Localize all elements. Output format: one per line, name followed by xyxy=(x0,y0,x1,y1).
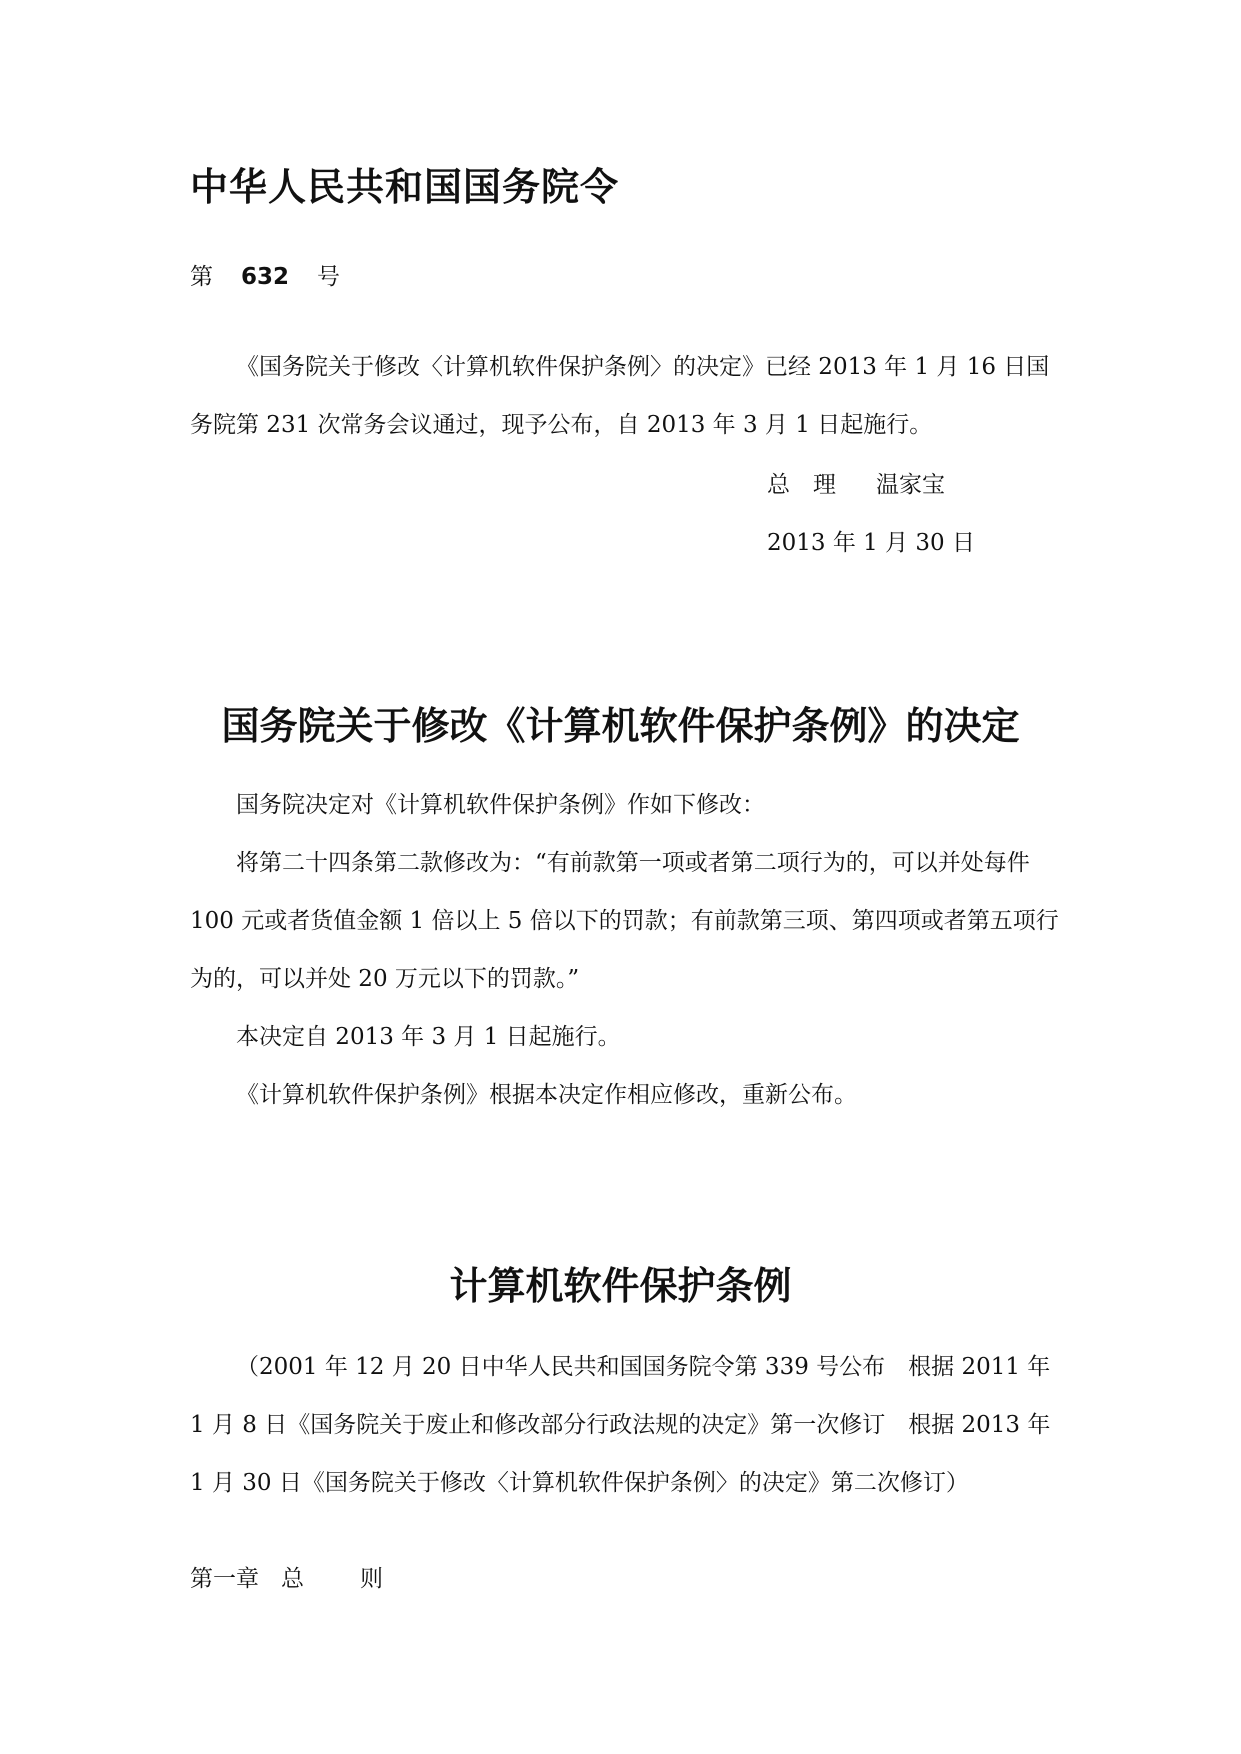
order-number-value: 632 xyxy=(241,264,290,290)
chapter-heading xyxy=(190,1560,383,1593)
signer-name: 温家宝 xyxy=(876,472,945,498)
regulation-history: （2001 年 12 月 20 日中华人民共和国国务院令第 339 号公布 根据 2011 年 1 月 8 日《国务院关于废止和修改部分行政法规的决定》第一次修订 根据 2013 年 1 月 30 日《国务院关于修改〈计算机软件保护条例〉的决定》第二次修订） xyxy=(190,1354,1051,1496)
chapter-number: 第一章 xyxy=(190,1566,259,1592)
decision-paragraph: 本决定自 2013 年 3 月 1 日起施行。 xyxy=(236,1024,621,1050)
decision-paragraph: 国务院决定对《计算机软件保护条例》作如下修改： xyxy=(236,792,765,818)
order-number-prefix: 第 xyxy=(190,264,213,290)
order-text: 《国务院关于修改〈计算机软件保护条例〉的决定》已经 2013 年 1 月 16 日国务院第 231 次常务会议通过，现予公布，自 2013 年 3 月 1 日起施行。 xyxy=(190,354,1050,438)
signer-title: 总 理 xyxy=(767,472,836,498)
order-number-suffix: 号 xyxy=(317,264,341,290)
chapter-title-part: 则 xyxy=(360,1566,383,1592)
page-title: 中华人民共和国国务院令 xyxy=(190,165,620,209)
order-number xyxy=(190,258,340,291)
regulation-title: 计算机软件保护条例 xyxy=(449,1264,792,1308)
chapter-title-part: 总 xyxy=(281,1566,304,1592)
order-date: 2013 年 1 月 30 日 xyxy=(767,530,975,556)
decision-title: 国务院关于修改《计算机软件保护条例》的决定 xyxy=(221,704,1020,748)
decision-paragraph: 将第二十四条第二款修改为：“有前款第一项或者第二项行为的，可以并处每件 100 元或者货值金额 1 倍以上 5 倍以下的罚款；有前款第三项、第四项或者第五项行为的，可以并处 20 万元以下的罚款。” xyxy=(190,850,1059,992)
signature-block xyxy=(767,466,945,499)
decision-paragraph: 《计算机软件保护条例》根据本决定作相应修改，重新公布。 xyxy=(236,1082,857,1108)
